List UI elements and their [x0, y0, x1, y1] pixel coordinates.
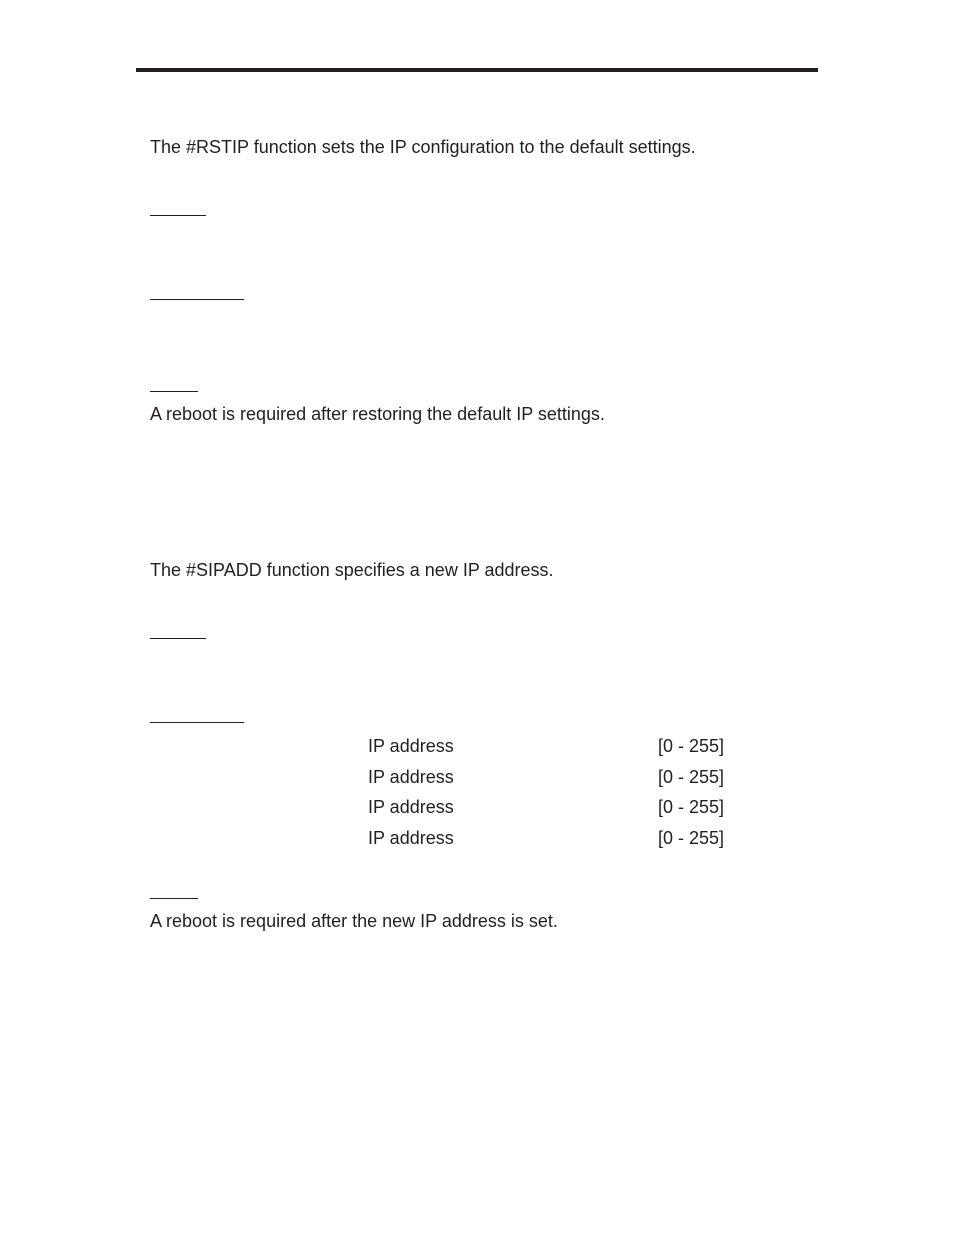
- parameter-range: [0 - 255]: [658, 828, 725, 848]
- parameter-range: [0 - 255]: [658, 736, 725, 756]
- sipadd-note: A reboot is required after the new IP address is set.: [150, 911, 558, 931]
- sipadd-description: The #SIPADD function specifies a new IP address.: [150, 560, 554, 580]
- parameter-label: IP address: [368, 828, 454, 848]
- parameter-label: IP address: [368, 797, 454, 817]
- sipadd-syntax-rule: [150, 638, 206, 639]
- sipadd-note-rule: [150, 898, 198, 899]
- rstip-description: The #RSTIP function sets the IP configuration to the default settings.: [150, 137, 696, 157]
- rstip-parameters-rule: [150, 299, 244, 300]
- rstip-note-rule: [150, 391, 198, 392]
- parameter-range: [0 - 255]: [658, 767, 725, 787]
- header-rule: [136, 68, 818, 72]
- parameter-label: IP address: [368, 736, 454, 756]
- rstip-note: A reboot is required after restoring the default IP settings.: [150, 404, 605, 424]
- parameter-range: [0 - 255]: [658, 797, 725, 817]
- sipadd-parameters-rule: [150, 722, 244, 723]
- parameter-label: IP address: [368, 767, 454, 787]
- rstip-syntax-rule: [150, 215, 206, 216]
